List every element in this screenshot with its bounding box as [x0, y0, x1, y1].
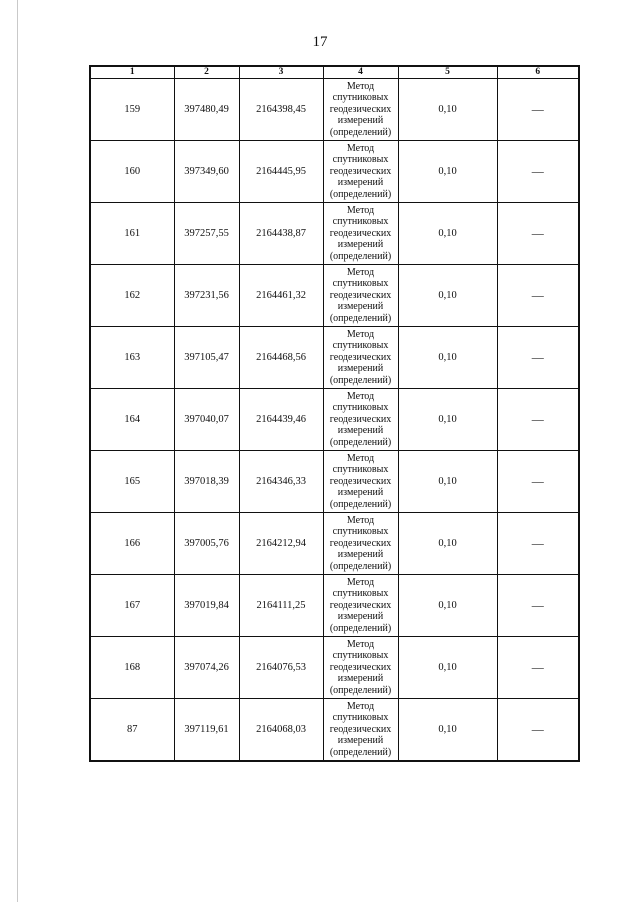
point-number-cell: 163: [90, 327, 174, 389]
coordinate-y-cell: 2164468,56: [239, 327, 323, 389]
table-row: [90, 327, 579, 389]
method-line: спутниковых: [332, 278, 389, 290]
method-line: (определений): [329, 498, 392, 510]
note-cell: —: [497, 265, 579, 327]
table-row: [90, 637, 579, 699]
method-line: геодезических: [329, 413, 392, 425]
method-line: (определений): [329, 126, 392, 138]
method-cell: [323, 79, 398, 141]
method-line: (определений): [329, 312, 392, 324]
table-header-row: [90, 66, 579, 79]
accuracy-cell: 0,10: [398, 699, 497, 762]
coordinate-x-cell: 397018,39: [174, 451, 239, 513]
note-cell: —: [497, 389, 579, 451]
method-line: спутниковых: [332, 464, 389, 476]
method-line: геодезических: [329, 475, 392, 487]
method-line: Метод: [346, 452, 375, 464]
method-line: (определений): [329, 684, 392, 696]
coordinate-x-cell: 397257,55: [174, 203, 239, 265]
method-line: Метод: [346, 514, 375, 526]
coordinate-y-cell: 2164438,87: [239, 203, 323, 265]
method-line: геодезических: [329, 165, 392, 177]
coordinate-x-cell: 397480,49: [174, 79, 239, 141]
method-cell: [323, 451, 398, 513]
accuracy-cell: 0,10: [398, 451, 497, 513]
method-cell: [323, 265, 398, 327]
point-number-cell: 162: [90, 265, 174, 327]
method-line: измерений: [337, 301, 384, 313]
method-line: измерений: [337, 549, 384, 561]
accuracy-cell: 0,10: [398, 327, 497, 389]
method-line: (определений): [329, 250, 392, 262]
method-line: геодезических: [329, 661, 392, 673]
coordinate-y-cell: 2164445,95: [239, 141, 323, 203]
point-number-cell: 87: [90, 699, 174, 762]
header-cell-5: 5: [398, 66, 497, 79]
accuracy-cell: 0,10: [398, 79, 497, 141]
scan-edge-line: [17, 0, 18, 902]
table-body: [90, 66, 579, 761]
method-line: геодезических: [329, 289, 392, 301]
coordinate-y-cell: 2164439,46: [239, 389, 323, 451]
method-line: (определений): [329, 188, 392, 200]
method-line: Метод: [346, 204, 375, 216]
header-cell-1: 1: [90, 66, 174, 79]
method-line: спутниковых: [332, 712, 389, 724]
note-cell: —: [497, 637, 579, 699]
coordinate-x-cell: 397040,07: [174, 389, 239, 451]
accuracy-cell: 0,10: [398, 575, 497, 637]
accuracy-cell: 0,10: [398, 637, 497, 699]
table-row: [90, 141, 579, 203]
coordinate-y-cell: 2164461,32: [239, 265, 323, 327]
header-cell-2: 2: [174, 66, 239, 79]
method-line: измерений: [337, 425, 384, 437]
coordinate-y-cell: 2164212,94: [239, 513, 323, 575]
note-cell: —: [497, 203, 579, 265]
method-line: спутниковых: [332, 92, 389, 104]
method-line: Метод: [346, 576, 375, 588]
method-line: измерений: [337, 239, 384, 251]
accuracy-cell: 0,10: [398, 265, 497, 327]
method-line: Метод: [346, 80, 375, 92]
method-line: измерений: [337, 177, 384, 189]
coordinate-y-cell: 2164068,03: [239, 699, 323, 762]
table-row: [90, 451, 579, 513]
method-line: (определений): [329, 374, 392, 386]
method-line: (определений): [329, 746, 392, 758]
point-number-cell: 164: [90, 389, 174, 451]
coordinate-y-cell: 2164346,33: [239, 451, 323, 513]
coordinate-x-cell: 397231,56: [174, 265, 239, 327]
method-line: спутниковых: [332, 526, 389, 538]
coordinate-x-cell: 397074,26: [174, 637, 239, 699]
note-cell: —: [497, 699, 579, 762]
point-number-cell: 166: [90, 513, 174, 575]
method-line: Метод: [346, 266, 375, 278]
point-number-cell: 168: [90, 637, 174, 699]
method-cell: [323, 141, 398, 203]
header-cell-6: 6: [497, 66, 579, 79]
coordinates-table: [89, 65, 580, 762]
accuracy-cell: 0,10: [398, 203, 497, 265]
method-line: измерений: [337, 487, 384, 499]
method-line: Метод: [346, 328, 375, 340]
method-line: Метод: [346, 700, 375, 712]
method-line: (определений): [329, 622, 392, 634]
method-cell: [323, 575, 398, 637]
coordinate-x-cell: 397005,76: [174, 513, 239, 575]
table-row: [90, 79, 579, 141]
note-cell: —: [497, 141, 579, 203]
method-line: измерений: [337, 611, 384, 623]
point-number-cell: 161: [90, 203, 174, 265]
method-line: геодезических: [329, 103, 392, 115]
method-line: спутниковых: [332, 588, 389, 600]
method-cell: [323, 389, 398, 451]
coordinate-x-cell: 397019,84: [174, 575, 239, 637]
note-cell: —: [497, 451, 579, 513]
table-row: [90, 575, 579, 637]
method-cell: [323, 637, 398, 699]
accuracy-cell: 0,10: [398, 389, 497, 451]
coordinate-y-cell: 2164076,53: [239, 637, 323, 699]
point-number-cell: 167: [90, 575, 174, 637]
method-line: измерений: [337, 735, 384, 747]
coordinate-x-cell: 397105,47: [174, 327, 239, 389]
coordinate-y-cell: 2164398,45: [239, 79, 323, 141]
method-line: спутниковых: [332, 340, 389, 352]
coordinate-y-cell: 2164111,25: [239, 575, 323, 637]
method-line: измерений: [337, 115, 384, 127]
method-line: Метод: [346, 390, 375, 402]
note-cell: —: [497, 79, 579, 141]
note-cell: —: [497, 327, 579, 389]
point-number-cell: 159: [90, 79, 174, 141]
method-cell: [323, 699, 398, 762]
method-line: спутниковых: [332, 216, 389, 228]
header-cell-3: 3: [239, 66, 323, 79]
table-row: [90, 265, 579, 327]
point-number-cell: 165: [90, 451, 174, 513]
method-line: Метод: [346, 638, 375, 650]
coordinate-x-cell: 397349,60: [174, 141, 239, 203]
method-line: (определений): [329, 436, 392, 448]
method-line: спутниковых: [332, 650, 389, 662]
method-line: геодезических: [329, 227, 392, 239]
point-number-cell: 160: [90, 141, 174, 203]
method-cell: [323, 327, 398, 389]
method-line: геодезических: [329, 723, 392, 735]
table-row: [90, 203, 579, 265]
table-row: [90, 389, 579, 451]
method-line: Метод: [346, 142, 375, 154]
method-line: спутниковых: [332, 402, 389, 414]
method-line: (определений): [329, 560, 392, 572]
header-cell-4: 4: [323, 66, 398, 79]
accuracy-cell: 0,10: [398, 513, 497, 575]
method-cell: [323, 203, 398, 265]
page-number: 17: [312, 34, 328, 50]
method-line: измерений: [337, 363, 384, 375]
note-cell: —: [497, 575, 579, 637]
note-cell: —: [497, 513, 579, 575]
table-row: [90, 513, 579, 575]
method-line: спутниковых: [332, 154, 389, 166]
method-line: геодезических: [329, 599, 392, 611]
table-row: [90, 699, 579, 762]
accuracy-cell: 0,10: [398, 141, 497, 203]
method-cell: [323, 513, 398, 575]
method-line: геодезических: [329, 537, 392, 549]
method-line: геодезических: [329, 351, 392, 363]
coordinate-x-cell: 397119,61: [174, 699, 239, 762]
method-line: измерений: [337, 673, 384, 685]
